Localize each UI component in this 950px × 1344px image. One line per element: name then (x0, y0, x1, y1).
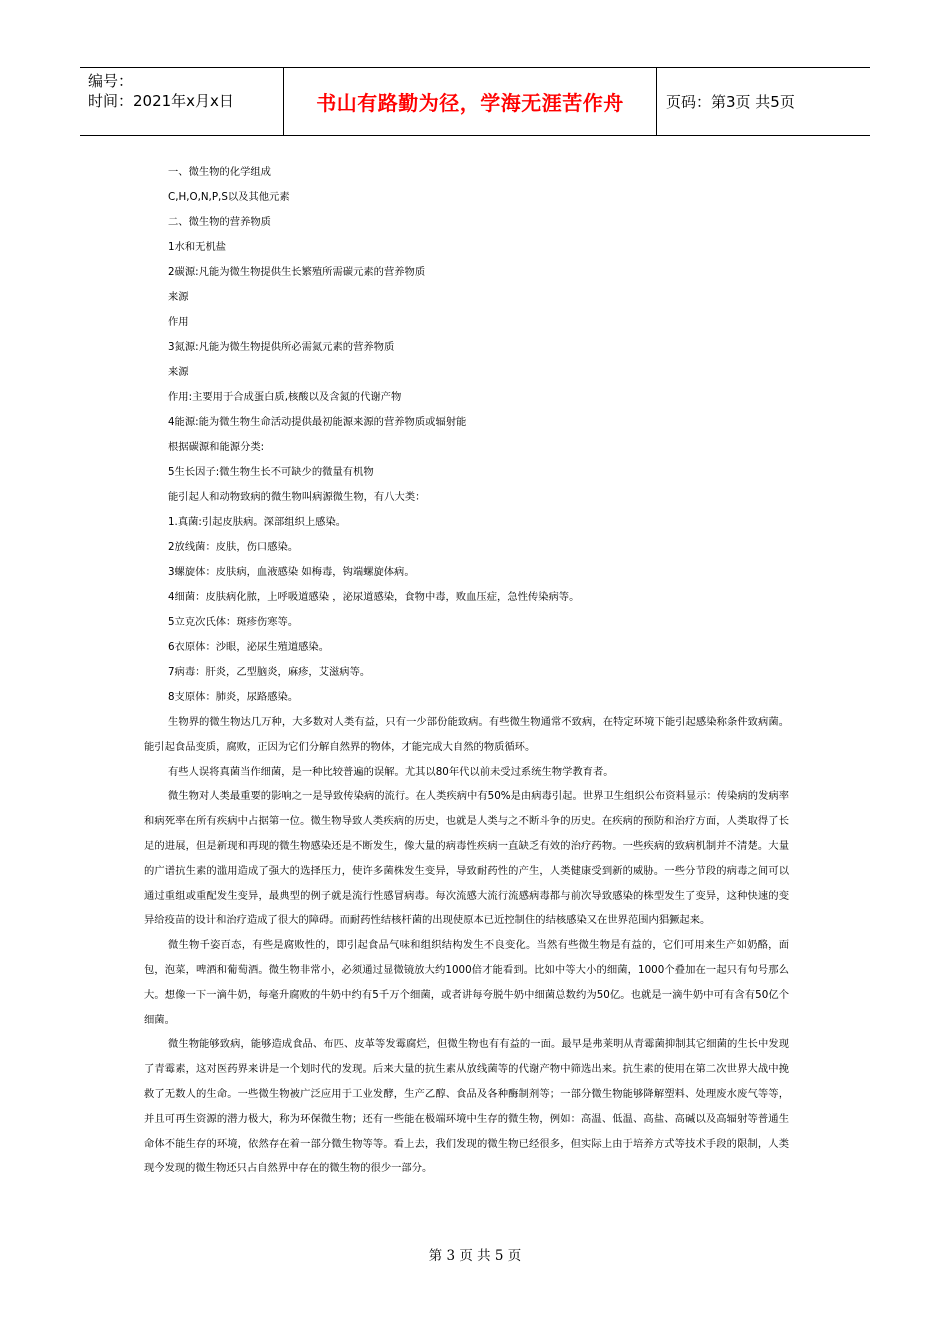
header-page-info: 页码：第3页 共5页 (666, 93, 795, 111)
body-line: 6衣原体：沙眼，泌尿生殖道感染。 (168, 641, 330, 653)
body-paragraph: 微生物千姿百态，有些是腐败性的，即引起食品气味和组织结构发生不良变化。当然有些微生物是有益的，它们可用来生产如奶酪，面包，泡菜，啤酒和葡萄酒。微生物非常小，必须通过显微镜放大约1000倍才能看到。比如中等大小的细菌，1000个叠加在一起只有句号那么大。想像一下一滴牛奶，每毫升腐败的牛奶中约有5千万个细菌，或者讲每夸脱牛奶中细菌总数约为50亿。也就是一滴牛奶中可有含有50亿个细菌。 (144, 939, 789, 1026)
body-line: 3螺旋体：皮肤病，血液感染 如梅毒，钩端螺旋体病。 (168, 566, 415, 578)
body-line: 2碳源:凡能为微生物提供生长繁殖所需碳元素的营养物质 (168, 266, 426, 278)
body-line: 3氮源:凡能为微生物提供所必需氮元素的营养物质 (168, 341, 395, 353)
body-line: 来源 (168, 366, 189, 378)
body-line: 8支原体：肺炎，尿路感染。 (168, 691, 299, 703)
body-line: 4细菌：皮肤病化脓，上呼吸道感染 ，泌尿道感染，食物中毒，败血压症，急性传染病等。 (168, 591, 580, 603)
body-line: 二、微生物的营养物质 (168, 216, 271, 228)
body-line: 一、微生物的化学组成 (168, 166, 271, 178)
page-header (80, 67, 870, 136)
body-paragraph: 微生物对人类最重要的影响之一是导致传染病的流行。在人类疾病中有50%是由病毒引起。世界卫生组织公布资料显示：传染病的发病率和病死率在所有疾病中占据第一位。微生物导致人类疾病的历史，也就是人类与之不断斗争的历史。在疾病的预防和治疗方面，人类取得了长足的进展，但是新现和再现的微生物感染还是不断发生，像大量的病毒性疾病一直缺乏有效的治疗药物。一些疾病的致病机制并不清楚。大量的广谱抗生素的滥用造成了强大的选择压力，使许多菌株发生变异，导致耐药性的产生，人类健康受到新的威胁。一些分节段的病毒之间可以通过重组或重配发生变异，最典型的例子就是流行性感冒病毒。每次流感大流行流感病毒都与前次导致感染的株型发生了变异，这种快速的变异给疫苗的设计和治疗造成了很大的障碍。而耐药性结核杆菌的出现使原本已近控制住的结核感染又在世界范围内猖獗起来。 (144, 790, 789, 927)
body-paragraph: 有些人误将真菌当作细菌，是一种比较普遍的误解。尤其以80年代以前未受过系统生物学教育者。 (168, 765, 614, 778)
body-line: 能引起人和动物致病的微生物叫病源微生物，有八大类： (168, 491, 426, 503)
header-meta (88, 71, 288, 111)
body-line: 4能源:能为微生物生命活动提供最初能源来源的营养物质或辐射能 (168, 416, 467, 428)
document-number-label: 编号： (88, 72, 134, 90)
body-line: 1.真菌:引起皮肤病。深部组织上感染。 (168, 516, 347, 528)
header-divider (656, 68, 657, 135)
body-paragraph: 生物界的微生物达几万种，大多数对人类有益，只有一少部份能致病。有些微生物通常不致病，在特定环境下能引起感染称条件致病菌。 能引起食品变质，腐败，正因为它们分解自然界的物体，才能完成大自然的物质循环。 (144, 716, 789, 753)
header-motto: 书山有路勤为径，学海无涯苦作舟 (316, 91, 624, 115)
body-line: C,H,O,N,P,S以及其他元素 (168, 191, 290, 203)
page-footer: 第 3 页 共 5 页 (428, 1248, 522, 1264)
body-paragraph: 微生物能够致病，能够造成食品、布匹、皮革等发霉腐烂，但微生物也有有益的一面。最早是弗莱明从青霉菌抑制其它细菌的生长中发现了青霉素，这对医药界来讲是一个划时代的发现。后来大量的抗生素从放线菌等的代谢产物中筛选出来。抗生素的使用在第二次世界大战中挽救了无数人的生命。一些微生物被广泛应用于工业发酵，生产乙醇、食品及各种酶制剂等；一部分微生物能够降解塑料、处理废水废气等等，并且可再生资源的潜力极大，称为环保微生物；还有一些能在极端环境中生存的微生物，例如：高温、低温、高盐、高碱以及高辐射等普通生命体不能生存的环境，依然存在着一部分微生物等等。看上去，我们发现的微生物已经很多，但实际上由于培养方式等技术手段的限制，人类现今发现的微生物还只占自然界中存在的微生物的很少一部分。 (144, 1038, 789, 1175)
body-line: 作用 (168, 316, 189, 328)
body-line: 5立克次氏体：斑疹伤寒等。 (168, 616, 299, 628)
body-line: 2放线菌：皮肤，伤口感染。 (168, 541, 299, 553)
body-line: 1水和无机盐 (168, 241, 227, 253)
body-line: 5生长因子:微生物生长不可缺少的微量有机物 (168, 466, 374, 478)
body-line: 来源 (168, 291, 189, 303)
body-line: 作用:主要用于合成蛋白质,核酸以及含氮的代谢产物 (168, 391, 402, 403)
body-line: 根据碳源和能源分类: (168, 441, 265, 453)
body-line: 7病毒：肝炎，乙型脑炎，麻疹，艾滋病等。 (168, 666, 371, 678)
document-date-label: 时间：2021年x月x日 (88, 92, 234, 110)
document-body (144, 160, 808, 1181)
